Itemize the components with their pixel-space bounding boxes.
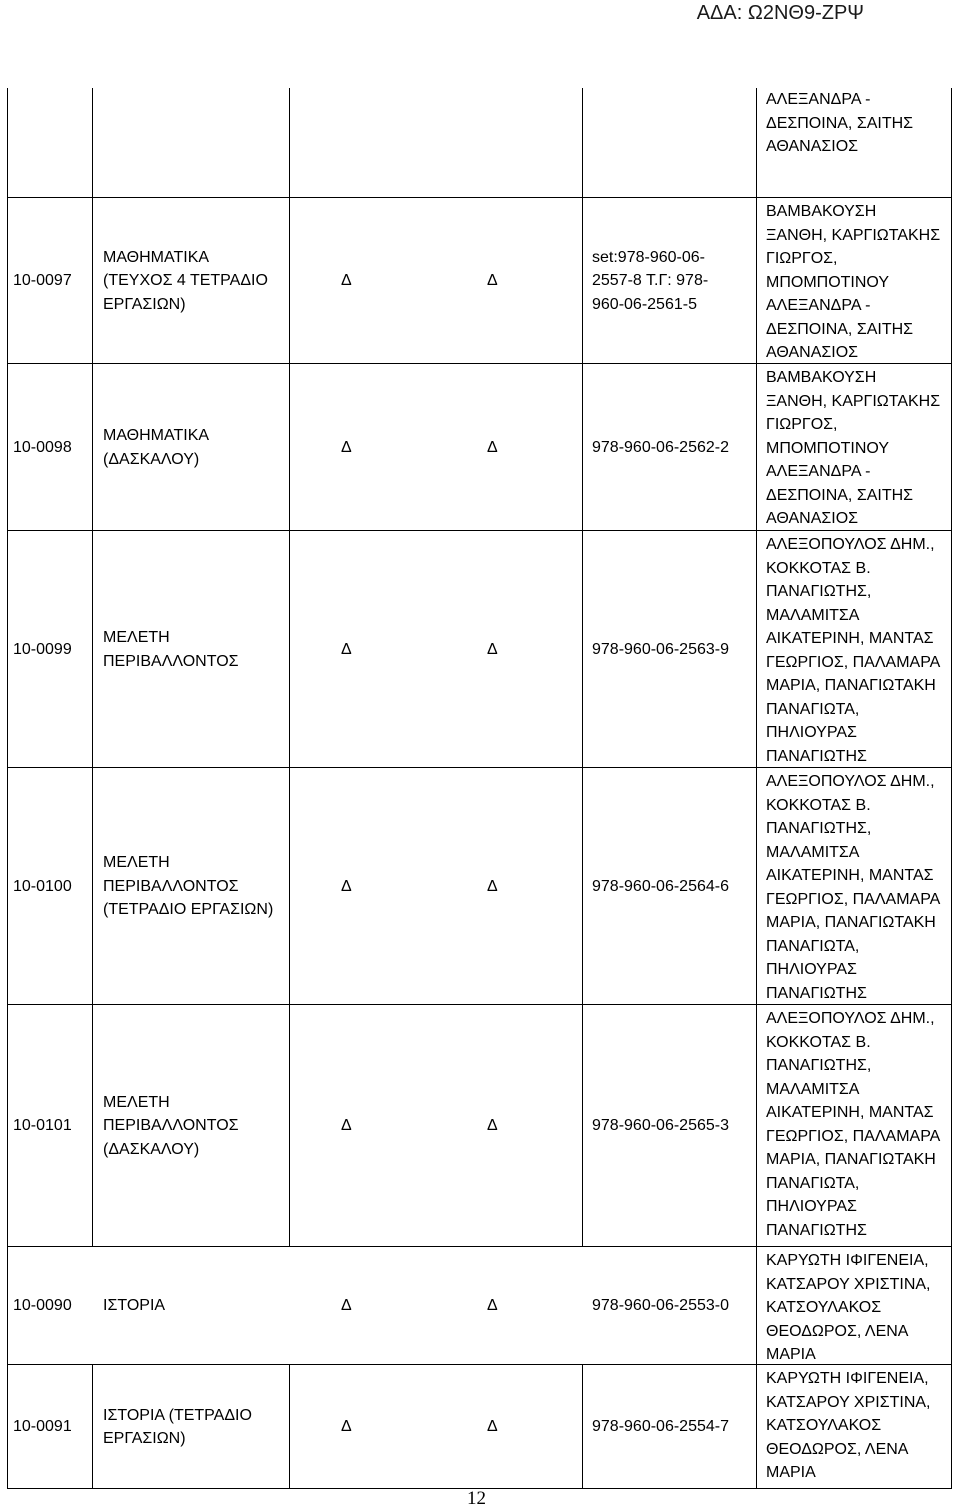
- column-divider: [951, 88, 952, 1488]
- authors-continuation-line: ΔΕΣΠΟΙΝΑ, ΣΑΙΤΗΣ: [766, 114, 914, 132]
- authors-line: ΑΛΕΞΑΝΔΡΑ -: [766, 297, 871, 314]
- row-divider: [7, 197, 952, 198]
- distribution-flag-1: Δ: [341, 438, 352, 456]
- authors-line: ΑΛΕΞΟΠΟΥΛΟΣ ΔΗΜ.,: [766, 1010, 935, 1027]
- book-title: [103, 246, 268, 317]
- book-title: [103, 424, 209, 471]
- authors-line: ΚΟΚΚΟΤΑΣ Β.: [766, 559, 871, 577]
- distribution-flag-1: Δ: [341, 1297, 352, 1315]
- isbn: 978-960-06-2563-9: [592, 640, 729, 658]
- authors-line: ΑΙΚΑΤΕΡΙΝΗ, ΜΑΝΤΑΣ: [766, 630, 934, 647]
- authors-line: ΑΘΑΝΑΣΙΟΣ: [766, 344, 859, 361]
- product-code: 10-0100: [13, 877, 72, 895]
- authors-line: ΠΗΛΙΟΥΡΑΣ: [766, 724, 857, 741]
- isbn: 978-960-06-2554-7: [592, 1418, 729, 1436]
- ada-header: ΑΔΑ: Ω2ΝΘ9-ΖΡΨ: [696, 2, 864, 24]
- book-title-line: (ΤΕΥΧΟΣ 4 ΤΕΤΡΑΔΙΟ: [103, 272, 268, 290]
- distribution-flag-2: Δ: [487, 877, 498, 895]
- authors: [766, 533, 940, 768]
- authors-line: ΠΑΝΑΓΙΩΤΑ,: [766, 1174, 860, 1192]
- authors-line: ΠΑΝΑΓΙΩΤΗΣ: [766, 747, 867, 765]
- row-divider: [7, 1246, 952, 1247]
- column-divider: [582, 88, 583, 1246]
- book-title-line: ΕΡΓΑΣΙΩΝ): [103, 1430, 186, 1447]
- authors-line: ΠΑΝΑΓΙΩΤΑ,: [766, 937, 860, 955]
- authors-line: ΠΑΝΑΓΙΩΤΗΣ: [766, 984, 867, 1002]
- column-divider: [756, 88, 757, 1488]
- book-title-line: (ΔΑΣΚΑΛΟΥ): [103, 1140, 200, 1158]
- book-title-line: ΜΕΛΕΤΗ: [103, 629, 170, 646]
- book-title-line: ΕΡΓΑΣΙΩΝ): [103, 295, 186, 313]
- authors-line: ΠΑΝΑΓΙΩΤΗΣ: [766, 1221, 867, 1239]
- distribution-flag-2: Δ: [487, 272, 498, 290]
- book-title: [103, 1091, 239, 1162]
- authors-continuation: [766, 88, 913, 159]
- authors-line: ΚΑΤΣΟΥΛΑΚΟΣ: [766, 1417, 882, 1434]
- book-title-line: (ΔΑΣΚΑΛΟΥ): [103, 450, 200, 468]
- authors-line: ΜΑΡΙΑ, ΠΑΝΑΓΙΩΤΑΚΗ: [766, 1151, 936, 1168]
- authors-line: ΘΕΟΔΩΡΟΣ, ΛΕΝΑ: [766, 1440, 909, 1458]
- distribution-flag-2: Δ: [487, 640, 498, 658]
- distribution-flag-1: Δ: [341, 877, 352, 895]
- authors-line: ΜΑΡΙΑ, ΠΑΝΑΓΙΩΤΑΚΗ: [766, 914, 936, 931]
- book-title-line: ΙΣΤΟΡΙΑ (ΤΕΤΡΑΔΙΟ: [103, 1406, 252, 1424]
- isbn-line: set:978-960-06-: [592, 248, 705, 266]
- authors-line: ΑΛΕΞΟΠΟΥΛΟΣ ΔΗΜ.,: [766, 773, 935, 790]
- product-code: 10-0090: [13, 1297, 72, 1315]
- authors: [766, 1249, 931, 1367]
- isbn: 978-960-06-2564-6: [592, 877, 729, 895]
- authors-line: ΜΠΟΜΠΟΤΙΝΟΥ: [766, 439, 890, 457]
- book-title-line: ΠΕΡΙΒΑΛΛΟΝΤΟΣ: [103, 1117, 239, 1135]
- authors-line: ΘΕΟΔΩΡΟΣ, ΛΕΝΑ: [766, 1322, 909, 1340]
- isbn-line: 960-06-2561-5: [592, 295, 697, 313]
- authors: [766, 770, 940, 1005]
- authors-line: ΚΑΡΥΩΤΗ ΙΦΙΓΕΝΕΙΑ,: [766, 1370, 929, 1387]
- authors-line: ΞΑΝΘΗ, ΚΑΡΓΙΩΤΑΚΗΣ: [766, 226, 941, 244]
- authors-line: ΒΑΜΒΑΚΟΥΣΗ: [766, 203, 877, 220]
- book-title-line: (ΤΕΤΡΑΔΙΟ ΕΡΓΑΣΙΩΝ): [103, 901, 274, 919]
- isbn: 978-960-06-2553-0: [592, 1297, 729, 1315]
- authors-continuation-line: ΑΘΑΝΑΣΙΟΣ: [766, 138, 859, 155]
- column-divider: [92, 1364, 93, 1488]
- authors-line: ΑΛΕΞΟΠΟΥΛΟΣ ΔΗΜ.,: [766, 536, 935, 553]
- authors-line: ΠΑΝΑΓΙΩΤΗΣ,: [766, 1057, 872, 1074]
- authors-line: ΑΘΑΝΑΣΙΟΣ: [766, 510, 859, 527]
- book-title: [103, 1404, 252, 1451]
- product-code: 10-0101: [13, 1117, 72, 1135]
- isbn: 978-960-06-2562-2: [592, 438, 729, 456]
- authors-line: ΚΑΤΣΑΡΟΥ ΧΡΙΣΤΙΝΑ,: [766, 1275, 931, 1293]
- distribution-flag-2: Δ: [487, 1297, 498, 1315]
- authors: [766, 1367, 931, 1485]
- authors-line: ΑΙΚΑΤΕΡΙΝΗ, ΜΑΝΤΑΣ: [766, 867, 934, 884]
- book-title-line: ΠΕΡΙΒΑΛΛΟΝΤΟΣ: [103, 877, 239, 895]
- book-title: ΙΣΤΟΡΙΑ: [103, 1297, 166, 1315]
- authors-line: ΚΑΤΣΟΥΛΑΚΟΣ: [766, 1299, 882, 1316]
- product-code: 10-0097: [13, 272, 72, 290]
- distribution-flag-1: Δ: [341, 640, 352, 658]
- isbn: [592, 246, 708, 317]
- distribution-flag-2: Δ: [487, 1418, 498, 1436]
- book-title-line: ΜΕΛΕΤΗ: [103, 854, 170, 872]
- authors-line: ΔΕΣΠΟΙΝΑ, ΣΑΙΤΗΣ: [766, 486, 914, 504]
- authors: [766, 1007, 940, 1242]
- book-title-line: ΜΕΛΕΤΗ: [103, 1093, 170, 1111]
- page-number: 12: [467, 1488, 486, 1509]
- column-divider: [582, 1364, 583, 1488]
- authors-line: ΜΑΡΙΑ: [766, 1464, 816, 1481]
- authors-line: ΠΗΛΙΟΥΡΑΣ: [766, 961, 857, 978]
- column-divider: [289, 88, 290, 1246]
- distribution-flag-1: Δ: [341, 272, 352, 290]
- authors-line: ΠΑΝΑΓΙΩΤΑ,: [766, 700, 860, 718]
- authors-line: ΓΕΩΡΓΙΟΣ, ΠΑΛΑΜΑΡΑ: [766, 1127, 941, 1145]
- authors-line: ΜΑΡΙΑ: [766, 1346, 816, 1363]
- authors-line: ΚΑΤΣΑΡΟΥ ΧΡΙΣΤΙΝΑ,: [766, 1393, 931, 1411]
- authors-line: ΓΕΩΡΓΙΟΣ, ΠΑΛΑΜΑΡΑ: [766, 890, 941, 908]
- authors-continuation-line: ΑΛΕΞΑΝΔΡΑ -: [766, 91, 871, 108]
- isbn-line: 2557-8 Τ.Γ: 978-: [592, 272, 709, 290]
- authors-line: ΠΗΛΙΟΥΡΑΣ: [766, 1198, 857, 1215]
- product-code: 10-0099: [13, 640, 72, 658]
- column-divider: [7, 88, 8, 1488]
- distribution-flag-1: Δ: [341, 1418, 352, 1436]
- authors-line: ΠΑΝΑΓΙΩΤΗΣ,: [766, 583, 872, 600]
- authors-line: ΠΑΝΑΓΙΩΤΗΣ,: [766, 820, 872, 837]
- authors-line: ΞΑΝΘΗ, ΚΑΡΓΙΩΤΑΚΗΣ: [766, 392, 941, 410]
- column-divider: [92, 88, 93, 1246]
- product-code: 10-0098: [13, 438, 72, 456]
- authors-line: ΓΕΩΡΓΙΟΣ, ΠΑΛΑΜΑΡΑ: [766, 653, 941, 671]
- authors-line: ΒΑΜΒΑΚΟΥΣΗ: [766, 369, 877, 386]
- distribution-flag-1: Δ: [341, 1117, 352, 1135]
- authors-line: ΑΛΕΞΑΝΔΡΑ -: [766, 463, 871, 480]
- authors-line: ΜΑΛΑΜΙΤΣΑ: [766, 606, 860, 624]
- authors-line: ΜΑΛΑΜΙΤΣΑ: [766, 1080, 860, 1098]
- authors-line: ΜΠΟΜΠΟΤΙΝΟΥ: [766, 273, 890, 291]
- authors-line: ΓΙΩΡΓΟΣ,: [766, 250, 838, 267]
- authors-line: ΚΟΚΚΟΤΑΣ Β.: [766, 796, 871, 814]
- authors-line: ΔΕΣΠΟΙΝΑ, ΣΑΙΤΗΣ: [766, 320, 914, 338]
- authors-line: ΜΑΛΑΜΙΤΣΑ: [766, 843, 860, 861]
- book-title-line: ΠΕΡΙΒΑΛΛΟΝΤΟΣ: [103, 652, 239, 670]
- authors-line: ΜΑΡΙΑ, ΠΑΝΑΓΙΩΤΑΚΗ: [766, 677, 936, 694]
- authors-line: ΑΙΚΑΤΕΡΙΝΗ, ΜΑΝΤΑΣ: [766, 1104, 934, 1121]
- isbn: 978-960-06-2565-3: [592, 1117, 729, 1135]
- book-title: [103, 851, 273, 922]
- column-divider: [289, 1364, 290, 1488]
- product-code: 10-0091: [13, 1418, 72, 1436]
- book-title-line: ΜΑΘΗΜΑΤΙΚΑ: [103, 248, 210, 266]
- authors-line: ΚΟΚΚΟΤΑΣ Β.: [766, 1033, 871, 1051]
- distribution-flag-2: Δ: [487, 1117, 498, 1135]
- book-title: [103, 626, 239, 673]
- authors-line: ΓΙΩΡΓΟΣ,: [766, 416, 838, 433]
- authors: [766, 200, 940, 365]
- book-title-line: ΜΑΘΗΜΑΤΙΚΑ: [103, 427, 210, 444]
- authors-line: ΚΑΡΥΩΤΗ ΙΦΙΓΕΝΕΙΑ,: [766, 1252, 929, 1269]
- authors: [766, 366, 940, 531]
- distribution-flag-2: Δ: [487, 438, 498, 456]
